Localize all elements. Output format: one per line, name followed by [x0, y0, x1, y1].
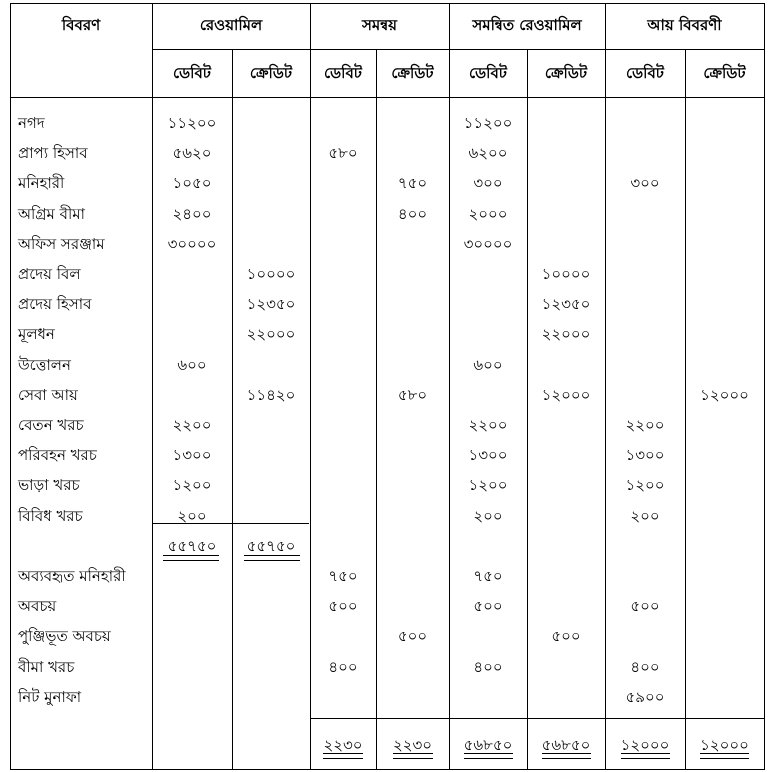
total-double-underline — [323, 753, 363, 759]
amount-cell: ১২০০০ — [541, 385, 591, 404]
amount-cell: ৫৯০০ — [625, 687, 665, 706]
amount-cell: ৩০০০০ — [463, 234, 513, 253]
row-label: প্রাপ্য হিসাব — [18, 144, 88, 163]
amount-cell: ১১২০০ — [463, 114, 513, 132]
amount-cell: ৪০০ — [328, 657, 358, 676]
column-border — [10, 3, 11, 769]
row-label: পুঞ্জিভূত অবচয় — [18, 627, 111, 646]
debit-header: ডেবিট — [173, 64, 211, 82]
group-header: আয় বিবরণী — [647, 16, 722, 34]
credit-header: ক্রেডিট — [703, 64, 746, 82]
amount-cell: ৫০০ — [473, 597, 503, 616]
credit-header: ক্রেডিট — [544, 64, 588, 82]
row-label: সেবা আয় — [18, 385, 78, 404]
column-border — [376, 49, 377, 769]
amount-cell: ৭৫০ — [473, 567, 503, 585]
header-group-divider — [152, 49, 764, 50]
total-cell: ২২৩০ — [323, 736, 363, 754]
amount-cell: ৪০০ — [630, 657, 660, 676]
table-border-bottom — [10, 769, 765, 770]
debit-header: ডেবিট — [324, 64, 362, 82]
amount-cell: ৫৫৭৫০ — [246, 536, 296, 555]
amount-cell: ১২৩৫০ — [246, 295, 296, 314]
header-bottom-border — [10, 97, 764, 98]
totals-row-divider — [310, 718, 764, 719]
amount-cell: ৩০০ — [630, 174, 660, 193]
row-label: বিবিধ খরচ — [18, 506, 83, 525]
amount-cell: ১২০০ — [172, 476, 212, 495]
amount-cell: ৫৮০ — [397, 385, 428, 404]
amount-cell: ১৩০০ — [468, 446, 508, 465]
column-border — [605, 3, 606, 769]
subtotal-underline — [152, 523, 309, 524]
amount-cell: ৫৮০ — [328, 144, 358, 163]
total-double-underline — [700, 753, 749, 759]
row-label: বীমা খরচ — [18, 657, 75, 676]
row-label: অবচয় — [18, 597, 57, 616]
amount-cell: ৫০০ — [630, 597, 660, 616]
total-cell: ১২০০০ — [620, 736, 670, 754]
column-border — [152, 3, 153, 769]
credit-header: ক্রেডিট — [391, 64, 434, 82]
total-cell: ১২০০০ — [700, 736, 749, 754]
total-double-underline — [464, 753, 513, 759]
amount-cell: ১১৪২০ — [246, 385, 296, 404]
column-border — [310, 3, 311, 769]
row-label: ভাড়া খরচ — [18, 476, 80, 495]
credit-header: ক্রেডিট — [249, 64, 293, 82]
amount-cell: ৫০০ — [551, 627, 581, 646]
row-label: বেতন খরচ — [18, 416, 84, 434]
amount-cell: ২২০০ — [625, 416, 665, 434]
amount-cell: ২২০০ — [468, 416, 508, 434]
row-label: প্রদেয় বিল — [18, 265, 81, 283]
amount-cell: ৩০০০০ — [167, 234, 217, 253]
total-double-underline — [244, 555, 300, 561]
amount-cell: ২০০০ — [468, 204, 508, 223]
amount-cell: ১০৫০ — [172, 174, 212, 193]
row-label: অফিস সরঞ্জাম — [18, 234, 105, 253]
amount-cell: ১২০০০ — [700, 385, 749, 404]
amount-cell: ১৩০০ — [625, 446, 665, 465]
total-double-underline — [393, 753, 433, 759]
amount-cell: ২২০০০ — [246, 325, 296, 344]
debit-header: ডেবিট — [626, 64, 664, 82]
debit-header: ডেবিট — [469, 64, 507, 82]
amount-cell: ২২০০ — [172, 416, 212, 434]
row-label: মূলধন — [18, 325, 55, 344]
amount-cell: ৬২০০ — [468, 144, 508, 163]
row-label: অব্যবহৃত মনিহারী — [18, 567, 126, 585]
amount-cell: ৭৫০ — [397, 174, 428, 193]
amount-cell: ৫০০ — [328, 597, 358, 616]
group-header: রেওয়ামিল — [199, 16, 263, 34]
amount-cell: ২২০০০ — [541, 325, 591, 344]
amount-cell: ১২০০ — [625, 476, 665, 495]
amount-cell: ১১২০০ — [167, 114, 217, 132]
group-header: সমন্বিত রেওয়ামিল — [472, 16, 582, 34]
amount-cell: ৬০০ — [177, 355, 207, 374]
amount-cell: ৬০০ — [473, 355, 503, 374]
row-label: প্রদেয় হিসাব — [18, 295, 92, 314]
row-label: পরিবহন খরচ — [18, 446, 97, 465]
amount-cell: ১২০০ — [468, 476, 508, 495]
amount-cell: ১০০০০ — [246, 265, 296, 283]
row-label: উত্তোলন — [18, 355, 71, 374]
row-label: মনিহারী — [18, 174, 65, 193]
amount-cell: ১৩০০ — [172, 446, 212, 465]
amount-cell: ১০০০০ — [541, 265, 591, 283]
amount-cell: ১২৩৫০ — [541, 295, 591, 314]
group-header: সমন্বয় — [361, 16, 398, 34]
column-border — [527, 49, 528, 769]
total-double-underline — [163, 555, 219, 561]
amount-cell: ২৪০০ — [172, 204, 212, 223]
total-cell: ৫৬৮৫০ — [463, 736, 513, 754]
table-border-top — [10, 3, 764, 4]
particulars-header: বিবরণ — [61, 16, 101, 34]
column-border — [764, 3, 765, 769]
total-double-underline — [542, 753, 591, 759]
amount-cell: ২০০ — [630, 506, 660, 525]
amount-cell: ৫০০ — [397, 627, 428, 646]
column-border — [685, 49, 686, 769]
amount-cell: ৭৫০ — [328, 567, 358, 585]
total-cell: ২২৩০ — [392, 736, 433, 754]
row-label: নিট মুনাফা — [18, 687, 82, 706]
row-label: অগ্রিম বীমা — [18, 204, 85, 223]
amount-cell: ৪০০ — [397, 204, 428, 223]
amount-cell: ৪০০ — [473, 657, 503, 676]
total-cell: ৫৬৮৫০ — [541, 736, 591, 754]
amount-cell: ২০০ — [473, 506, 503, 525]
total-double-underline — [621, 753, 670, 759]
amount-cell: ২০০ — [177, 506, 207, 525]
amount-cell: ৫৫৭৫০ — [167, 536, 217, 555]
amount-cell: ৩০০ — [473, 174, 503, 193]
column-border — [232, 49, 233, 769]
column-border — [449, 3, 450, 769]
amount-cell: ৫৬২০ — [172, 144, 212, 163]
row-label: নগদ — [18, 114, 45, 132]
